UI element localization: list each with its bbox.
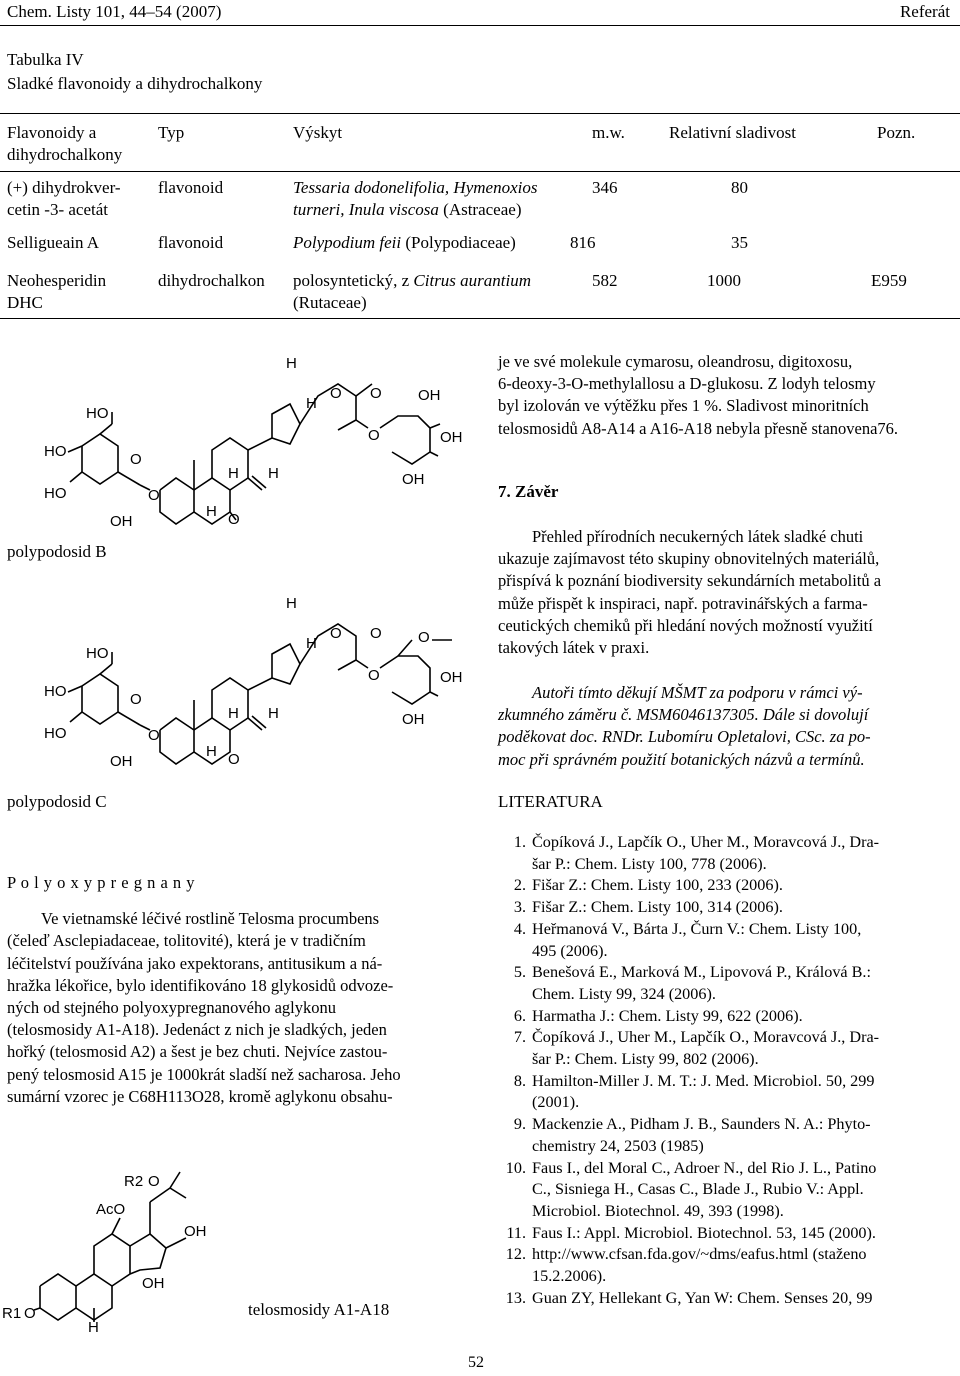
paragraph-line: Přehled přírodních necukerných látek sladké chuti [532,527,864,546]
paragraph-line: telosmosidů A8-A14 a A16-A18 nebyla přesně stanovena76. [498,418,899,438]
polypodosid-b-label: polypodosid B [7,542,107,561]
svg-text:OH: OH [110,513,133,530]
paragraph-line: může přispět k inspiraci, např. potravinářských a farma- [498,593,868,613]
list-item: (2001). [532,1093,580,1112]
svg-text:O: O [330,625,342,642]
list-item: 495 (2006). [532,941,608,960]
reference-list [498,832,952,1309]
telosmosid-label: telosmosidy A1-A18 [248,1300,390,1319]
paragraph-line: sumární vzorec je C68H113O28, kromě aglykonu obsahu- [7,1086,393,1106]
svg-text:O: O [418,629,430,646]
page-number: 52 [468,1354,484,1371]
list-item: 2. Fišar Z.: Chem. Listy 100, 233 (2006). [513,876,783,895]
header-source: Výskyt [293,123,343,142]
table-row-compound: (+) dihydrokver- cetin -3- acetát [7,178,121,219]
list-item: 10. Faus I., del Moral C., Adroer N., del Rio J. L., Patino [505,1158,877,1177]
svg-text:OH: OH [402,471,425,488]
header-mw: m.w. [592,123,625,142]
list-item: Microbiol. Biotechnol. 49, 393 (1998). [532,1201,784,1220]
paragraph-line: ných od stejného polyoxypregnanového aglykonu [7,998,337,1018]
svg-text:O: O [148,487,160,504]
header-note: Pozn. [877,123,916,142]
table-row-sweetness: 1000 [707,271,741,290]
list-item: 9. Mackenzie A., Pidham J. B., Saunders N. A.: Phyto- [513,1115,871,1134]
svg-text:O: O [24,1305,36,1322]
paragraph-line: ceutických chemiků při hledání nových možností využití [498,615,873,635]
table-title: Sladké flavonoidy a dihydrochalkony [7,74,263,93]
paragraph-line: zkumného záměru č. MSM6046137305. Dále si dovolují [498,705,869,725]
list-item: Chem. Listy 99, 324 (2006). [532,984,716,1003]
paragraph-line: Autoři tímto děkují MŠMT za podporu v rámci vý- [532,683,863,702]
svg-text:H: H [228,705,239,722]
polypodosid-c-structure [0,590,495,780]
svg-text:O: O [368,667,380,684]
svg-text:H: H [306,395,317,412]
table-bottom-rule [0,318,960,319]
svg-text:H: H [286,355,297,372]
header-type: Typ [158,123,185,142]
svg-text:AcO: AcO [96,1201,126,1218]
section-label: Referát [899,2,950,21]
header-compound: Flavonoidy a dihydrochalkony [7,123,123,164]
list-item: šar P.: Chem. Listy 99, 802 (2006). [532,1050,759,1069]
svg-text:HO: HO [86,645,109,662]
paragraph-line: hořký (telosmosid A2) a šest je bez chuti. Nejvíce zastou- [7,1042,388,1062]
paragraph-line: moc při správném použití botanických názvů a termínů. [498,749,865,769]
table-row-source: Polypodium feii (Polypodiaceae) [293,233,516,252]
table-row-type: flavonoid [158,178,224,197]
conclusion-paragraph [498,526,952,659]
polypodosid-b-structure [0,340,495,540]
svg-text:H: H [286,595,297,612]
table-row-sweetness: 80 [731,178,748,197]
table-row-source: polosyntetický, z Citrus aurantium (Rutaceae) [293,271,532,312]
svg-text:O: O [148,727,160,744]
svg-text:OH: OH [418,387,441,404]
list-item: 13. Guan ZY, Hellekant G, Yan W: Chem. Senses 20, 99 [505,1288,873,1307]
paragraph-line: pený telosmosid A15 je 1000krát sladší než sacharosa. Jeho [7,1064,401,1084]
table-row-sweetness: 35 [731,233,748,252]
table-row-type: dihydrochalkon [158,271,265,290]
paragraph-line: byl izolován ve výtěžku přes 1 %. Sladivost minoritních [498,396,869,416]
list-item: 3. Fišar Z.: Chem. Listy 100, 314 (2006). [513,898,783,917]
svg-text:O: O [148,1173,160,1190]
header-sweetness: Relativní sladivost [669,123,797,142]
polypodosid-c-label: polypodosid C [7,792,107,811]
right-column-intro [498,351,952,440]
paragraph-line: přispívá k poznání biodiversity sekundárních metabolitů a [498,571,882,591]
conclusion-heading: 7. Závěr [498,482,559,501]
header-rule [0,25,960,26]
list-item: chemistry 24, 2503 (1985) [532,1136,704,1155]
paragraph-line: je ve své molekule cymarosu, oleandrosu, digitoxosu, [498,352,853,371]
list-item: 6. Harmatha J.: Chem. Listy 99, 622 (2006). [513,1006,803,1025]
paragraph-line: léčitelství používána jako expektorans, antitusikum a ná- [7,953,383,973]
table-row-type: flavonoid [158,233,224,252]
svg-text:HO: HO [86,405,109,422]
svg-text:O: O [330,385,342,402]
table-row-mw: 816 [570,233,596,252]
table-row-compound: Selligueain A [7,233,100,252]
svg-text:HO: HO [44,725,67,742]
svg-text:H: H [268,465,279,482]
literature-heading: LITERATURA [498,792,603,811]
paragraph-line: Ve vietnamské léčivé rostlině Telosma procumbens [41,909,380,929]
list-item: šar P.: Chem. Listy 100, 778 (2006). [532,854,767,873]
svg-text:O: O [228,751,240,768]
svg-text:H: H [228,465,239,482]
svg-text:O: O [228,511,240,528]
svg-text:OH: OH [440,429,463,446]
list-item: C., Sisniega H., Casas C., Blade J., Rubio V.: Appl. [532,1180,864,1199]
svg-text:R2: R2 [124,1173,144,1190]
list-item: 4. Heřmanová V., Bárta J., Čurn V.: Chem. Listy 100, [513,919,862,938]
svg-text:OH: OH [440,669,463,686]
svg-text:R1: R1 [2,1305,22,1322]
table-top-rule [0,113,960,114]
table-caption [7,48,262,96]
list-item: 8. Hamilton-Miller J. M. T.: J. Med. Microbiol. 50, 299 [513,1071,875,1090]
svg-text:O: O [370,385,382,402]
list-item: 7. Čopíková J., Uher M., Lapčík O., Moravcová J., Dra- [513,1028,880,1047]
paragraph-line: takových látek v praxi. [498,638,650,658]
svg-text:H: H [88,1319,99,1332]
list-item: 12. http://www.cfsan.fda.gov/~dms/eafus.html (staženo [505,1245,867,1264]
paragraph-line: ukazuje zajímavost této skupiny obnovitelných materiálů, [498,549,880,569]
svg-text:H: H [206,503,217,520]
svg-text:H: H [206,743,217,760]
table-row-mw: 582 [592,271,618,290]
acknowledgement [498,682,952,771]
table-row-mw: 346 [592,178,618,197]
svg-text:HO: HO [44,443,67,460]
table-number: Tabulka IV [7,50,84,69]
svg-text:O: O [368,427,380,444]
svg-text:H: H [268,705,279,722]
svg-text:OH: OH [402,711,425,728]
polyoxypregnany-section [7,872,457,1108]
svg-text:O: O [130,691,142,708]
list-item: 1. Čopíková J., Lapčík O., Uher M., Moravcová J., Dra- [513,833,880,851]
svg-text:OH: OH [142,1275,165,1292]
paragraph-line: (telosmosidy A1-A18). Jedenáct z nich je sladkých, jeden [7,1020,387,1040]
svg-text:OH: OH [110,753,133,770]
list-item: 11. Faus I.: Appl. Microbiol. Biotechnol. 53, 145 (2000). [506,1223,876,1242]
svg-text:OH: OH [184,1223,207,1240]
svg-text:H: H [306,635,317,652]
svg-text:HO: HO [44,683,67,700]
table-row-note: E959 [871,271,907,290]
table-row-source: Tessaria dodonelifolia, Hymenoxios turneri, Inula viscosa (Astraceae) [293,178,538,219]
running-header [0,0,960,26]
paragraph-line: hražka lékořice, bylo identifikováno 18 glykosidů odvoze- [7,975,394,995]
list-item: 15.2.2006). [532,1267,607,1286]
paragraph-line: (čeleď Asclepiadaceae, tolitovité), která je v tradičním [7,931,366,951]
svg-text:HO: HO [44,485,67,502]
section-heading: P o l y o x y p r e g n a n y [7,873,196,892]
table-header-rule [0,171,960,172]
svg-text:O: O [130,451,142,468]
paragraph-line: 6-deoxy-3-O-methylallosu a D-glukosu. Z lodyh telosmy [498,374,876,394]
table-row-compound: Neohesperidin DHC [7,271,107,312]
journal-citation: Chem. Listy 101, 44–54 (2007) [7,2,222,21]
paragraph-line: poděkovat doc. RNDr. Lubomíru Opletalovi, CSc. za po- [498,727,871,747]
svg-text:O: O [370,625,382,642]
list-item: 5. Benešová E., Marková M., Lipovová P., Králová B.: [513,963,871,982]
